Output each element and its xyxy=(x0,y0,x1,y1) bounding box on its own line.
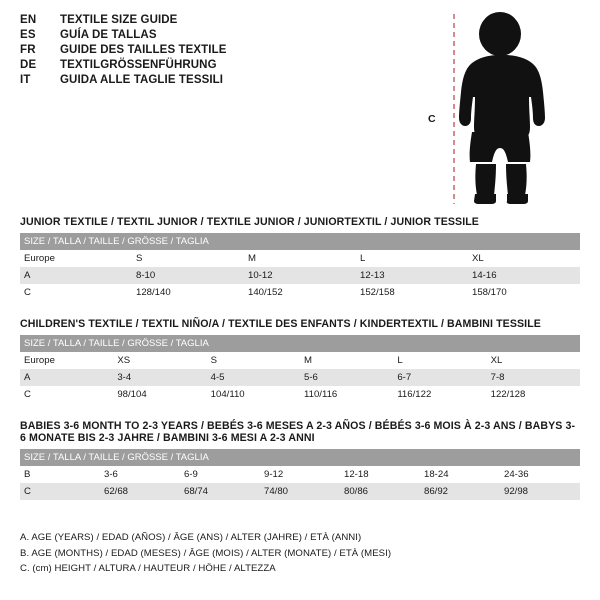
row-cell: 18-24 xyxy=(420,466,500,483)
row-cell: XS xyxy=(113,352,206,369)
row-cell: 7-8 xyxy=(487,369,580,386)
children-size-table xyxy=(20,335,580,403)
section-babies xyxy=(20,420,580,500)
language-row xyxy=(20,59,440,71)
row-cell: 68/74 xyxy=(180,483,260,500)
row-cell: 14-16 xyxy=(468,267,580,284)
table-row xyxy=(20,267,580,284)
row-cell: 140/152 xyxy=(244,284,356,301)
legend xyxy=(20,530,580,577)
row-cell: 80/86 xyxy=(340,483,420,500)
row-cell: M xyxy=(300,352,393,369)
language-header xyxy=(20,14,440,89)
row-cell: S xyxy=(207,352,300,369)
row-cell: 62/68 xyxy=(100,483,180,500)
row-cell: 5-6 xyxy=(300,369,393,386)
row-cell: 6-7 xyxy=(393,369,486,386)
silhouette-right-foot xyxy=(507,194,528,204)
row-cell: 104/110 xyxy=(207,386,300,403)
junior-size-table xyxy=(20,233,580,301)
silhouette-body xyxy=(459,55,545,136)
row-label: Europe xyxy=(20,352,113,369)
table-row xyxy=(20,352,580,369)
row-label: C xyxy=(20,284,132,301)
row-cell: 86/92 xyxy=(420,483,500,500)
language-code: FR xyxy=(20,44,36,56)
row-cell: 98/104 xyxy=(113,386,206,403)
row-cell: XL xyxy=(468,250,580,267)
language-row xyxy=(20,29,440,41)
height-measure-label: C xyxy=(428,113,436,125)
language-title: GUÍA DE TALLAS xyxy=(60,29,157,41)
section-children xyxy=(20,318,580,403)
table-row xyxy=(20,284,580,301)
language-title: GUIDE DES TAILLES TEXTILE xyxy=(60,44,227,56)
row-label: B xyxy=(20,466,100,483)
table-row xyxy=(20,466,580,483)
row-cell: 12-13 xyxy=(356,267,468,284)
language-title: TEXTILE SIZE GUIDE xyxy=(60,14,178,26)
row-cell: M xyxy=(244,250,356,267)
row-cell: 10-12 xyxy=(244,267,356,284)
language-title: GUIDA ALLE TAGLIE TESSILI xyxy=(60,74,224,86)
language-row xyxy=(20,74,440,86)
language-row xyxy=(20,14,440,26)
language-code: IT xyxy=(20,74,31,86)
row-cell: 12-18 xyxy=(340,466,420,483)
silhouette-left-foot xyxy=(474,194,496,204)
row-label: C xyxy=(20,386,113,403)
row-cell: 152/158 xyxy=(356,284,468,301)
row-cell: 128/140 xyxy=(132,284,244,301)
row-cell: 122/128 xyxy=(487,386,580,403)
silhouette-head xyxy=(479,12,521,56)
row-cell: S xyxy=(132,250,244,267)
row-cell: 158/170 xyxy=(468,284,580,301)
table-header-label: SIZE / TALLA / TAILLE / GRÖSSE / TAGLIA xyxy=(20,335,580,352)
row-cell: 24-36 xyxy=(500,466,580,483)
language-title: TEXTILGRÖSSENFÜHRUNG xyxy=(60,59,217,71)
table-row xyxy=(20,250,580,267)
row-cell: 4-5 xyxy=(207,369,300,386)
language-code: EN xyxy=(20,14,37,26)
row-cell: 8-10 xyxy=(132,267,244,284)
row-cell: 110/116 xyxy=(300,386,393,403)
silhouette-left-leg xyxy=(475,164,496,195)
row-cell: 116/122 xyxy=(393,386,486,403)
row-cell: 9-12 xyxy=(260,466,340,483)
row-label: A xyxy=(20,267,132,284)
legend-line-c: C. (cm) HEIGHT / ALTURA / HAUTEUR / HÖHE / ALTEZZA xyxy=(20,563,276,574)
section-title: BABIES 3-6 MONTH TO 2-3 YEARS / BEBÉS 3-6 MESES A 2-3 AÑOS / BÉBÉS 3-6 MOIS À 2-3 ANS / BABYS 3-6 MONATE BIS 2-3 JAHRE / BAMBINI 3-6 MESI A 2-3 ANNI xyxy=(20,420,576,444)
silhouette-shorts xyxy=(470,132,531,162)
table-row xyxy=(20,483,580,500)
row-cell: L xyxy=(393,352,486,369)
table-header-row xyxy=(20,449,580,466)
language-row xyxy=(20,44,440,56)
row-cell: 3-4 xyxy=(113,369,206,386)
section-title: CHILDREN'S TEXTILE / TEXTIL NIÑO/A / TEXTILE DES ENFANTS / KINDERTEXTIL / BAMBINI TESSILE xyxy=(20,318,541,330)
table-header-label: SIZE / TALLA / TAILLE / GRÖSSE / TAGLIA xyxy=(20,233,580,250)
legend-line-b: B. AGE (MONTHS) / EDAD (MESES) / ÂGE (MOIS) / ALTER (MONATE) / ETÀ (MESI) xyxy=(20,547,392,559)
row-cell: 3-6 xyxy=(100,466,180,483)
row-cell: 6-9 xyxy=(180,466,260,483)
silhouette-right-leg xyxy=(506,164,527,195)
language-code: DE xyxy=(20,59,37,71)
row-cell: 92/98 xyxy=(500,483,580,500)
legend-line-a: A. AGE (YEARS) / EDAD (AÑOS) / ÂGE (ANS) / ALTER (JAHRE) / ETÀ (ANNI) xyxy=(20,532,362,543)
table-row xyxy=(20,369,580,386)
table-header-row xyxy=(20,335,580,352)
language-code: ES xyxy=(20,29,36,41)
row-cell: 74/80 xyxy=(260,483,340,500)
babies-size-table xyxy=(20,449,580,500)
section-junior xyxy=(20,216,580,301)
row-label: Europe xyxy=(20,250,132,267)
table-header-label: SIZE / TALLA / TAILLE / GRÖSSE / TAGLIA xyxy=(20,449,580,466)
table-header-row xyxy=(20,233,580,250)
section-title: JUNIOR TEXTILE / TEXTIL JUNIOR / TEXTILE JUNIOR / JUNIORTEXTIL / JUNIOR TESSILE xyxy=(20,216,479,228)
row-label: C xyxy=(20,483,100,500)
child-silhouette-figure xyxy=(428,8,588,208)
child-silhouette-icon xyxy=(428,8,588,208)
row-cell: L xyxy=(356,250,468,267)
row-label: A xyxy=(20,369,113,386)
row-cell: XL xyxy=(487,352,580,369)
table-row xyxy=(20,386,580,403)
